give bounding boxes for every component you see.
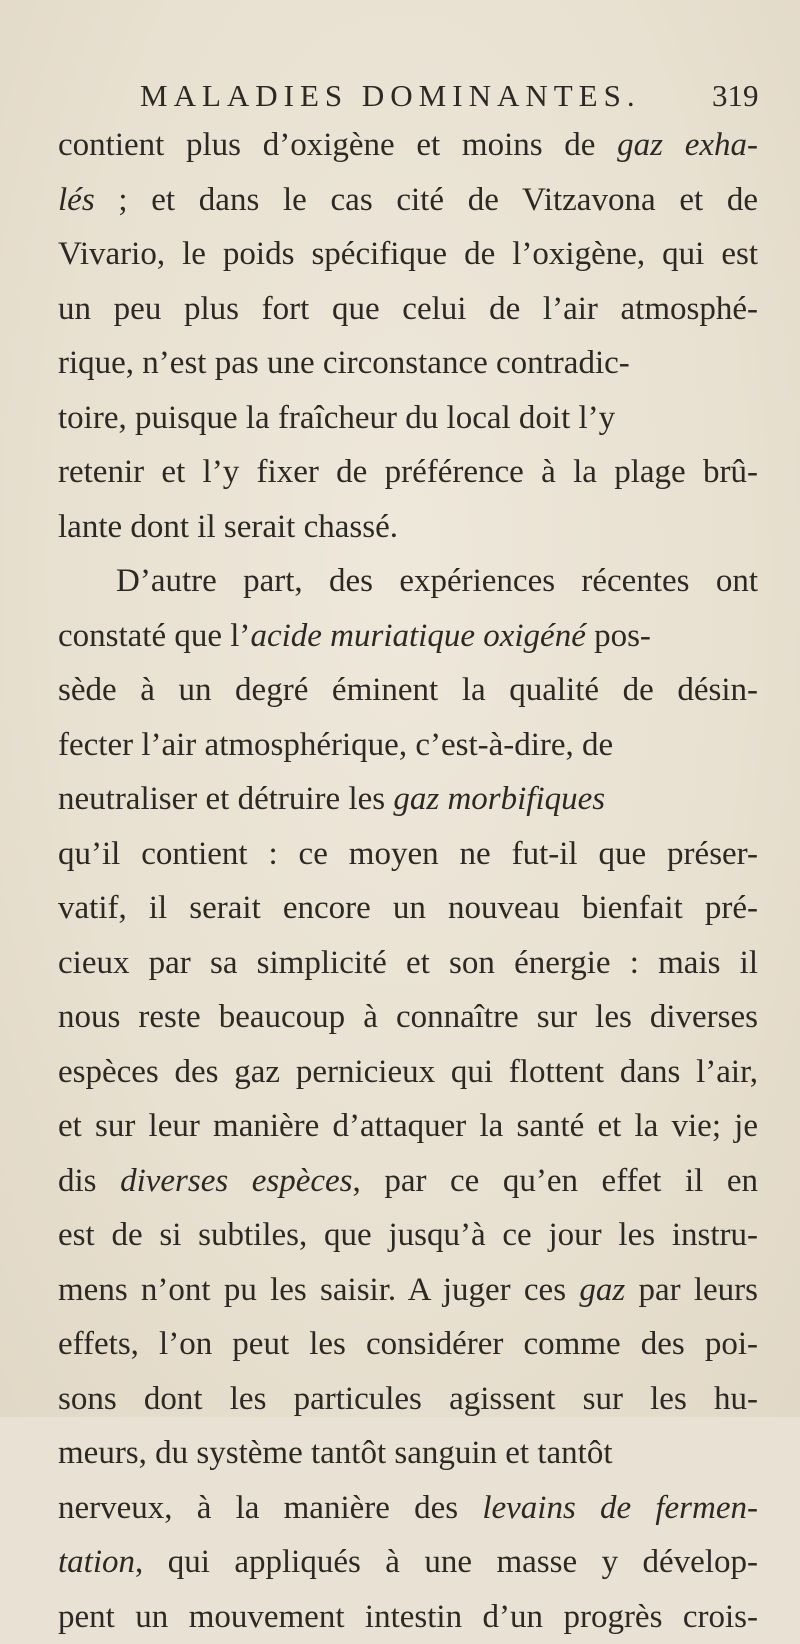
text-segment: meurs, du système tantôt sanguin et tantôt <box>58 1435 613 1471</box>
text-segment: ; et dans le cas cité de Vitzavona et de <box>95 182 758 218</box>
text-segment: est de si subtiles, que jusqu’à ce jour les instru- <box>58 1217 758 1253</box>
text-segment: fecter l’air atmosphérique, c’est-à-dire, de <box>58 727 613 763</box>
text-segment: effets, l’on peut les considérer comme des poi- <box>58 1326 758 1362</box>
text-segment: lante dont il serait chassé. <box>58 509 398 545</box>
text-segment: neutraliser et détruire les <box>58 781 393 817</box>
text-line <box>58 173 758 228</box>
text-line <box>58 936 758 991</box>
text-segment: Vivario, le poids spécifique de l’oxigène, qui est <box>58 236 758 272</box>
italic-text: gaz exha- <box>617 127 758 163</box>
text-segment: retenir et l’y fixer de préférence à la plage brû- <box>58 454 758 490</box>
text-segment: dis <box>58 1163 120 1199</box>
text-line <box>58 772 758 827</box>
text-segment: constaté que l’ <box>58 618 250 654</box>
text-segment: et sur leur manière d’attaquer la santé et la vie; je <box>58 1108 758 1144</box>
text-segment: mens n’ont pu les saisir. A juger ces <box>58 1272 579 1308</box>
text-line <box>58 282 758 337</box>
text-line <box>58 1045 758 1100</box>
text-line <box>58 1099 758 1154</box>
text-segment: pent un mouvement intestin d’un progrès crois- <box>58 1599 758 1635</box>
text-line <box>58 500 758 555</box>
text-segment: , qui appliqués à une masse y dévelop- <box>135 1544 758 1580</box>
text-line <box>58 609 758 664</box>
text-line <box>58 827 758 882</box>
text-segment: contient plus d’oxigène et moins de <box>58 127 617 163</box>
text-line <box>58 554 758 609</box>
text-line <box>58 663 758 718</box>
text-line <box>58 118 758 173</box>
italic-text: lés <box>58 182 95 218</box>
body-text <box>58 118 758 1644</box>
text-segment: sède à un degré éminent la qualité de désin- <box>58 672 758 708</box>
text-line <box>58 1426 758 1481</box>
text-line <box>58 881 758 936</box>
text-line <box>58 227 758 282</box>
page-header <box>0 78 800 118</box>
text-segment: qu’il contient : ce moyen ne fut-il que préser- <box>58 836 758 872</box>
text-line <box>58 336 758 391</box>
text-line <box>58 1535 758 1590</box>
text-segment: un peu plus fort que celui de l’air atmosphé- <box>58 291 758 327</box>
text-segment: nerveux, à la manière des <box>58 1490 482 1526</box>
text-line <box>58 1590 758 1644</box>
text-segment: cieux par sa simplicité et son énergie : mais il <box>58 945 758 981</box>
text-line <box>58 990 758 1045</box>
text-line <box>58 718 758 773</box>
text-segment: rique, n’est pas une circonstance contradic- <box>58 345 630 381</box>
text-segment: par leurs <box>625 1272 758 1308</box>
italic-text: tation <box>58 1544 135 1580</box>
running-title: MALADIES DOMINANTES. <box>140 78 641 114</box>
text-segment: sons dont les particules agissent sur les hu- <box>58 1381 758 1417</box>
text-line <box>58 1481 758 1536</box>
text-segment: espèces des gaz pernicieux qui flottent dans l’air, <box>58 1054 758 1090</box>
text-segment: nous reste beaucoup à connaître sur les diverses <box>58 999 758 1035</box>
text-line <box>58 1317 758 1372</box>
text-line <box>58 1208 758 1263</box>
text-line <box>58 1154 758 1209</box>
text-segment: , par ce qu’en effet il en <box>353 1163 758 1199</box>
text-segment: vatif, il serait encore un nouveau bienfait pré- <box>58 890 758 926</box>
italic-text: levains de fermen- <box>482 1490 758 1526</box>
italic-text: gaz <box>579 1272 625 1308</box>
text-segment: D’autre part, des expériences récentes ont <box>116 563 758 599</box>
italic-text: gaz morbifiques <box>393 781 605 817</box>
text-line <box>58 391 758 446</box>
text-segment: toire, puisque la fraîcheur du local doit l’y <box>58 400 615 436</box>
text-line <box>58 1372 758 1427</box>
text-line <box>58 445 758 500</box>
page-number: 319 <box>712 78 759 114</box>
text-line <box>58 1263 758 1318</box>
italic-text: acide muriatique oxigéné <box>250 618 585 654</box>
text-segment: pos- <box>586 618 651 654</box>
italic-text: diverses espèces <box>120 1163 352 1199</box>
